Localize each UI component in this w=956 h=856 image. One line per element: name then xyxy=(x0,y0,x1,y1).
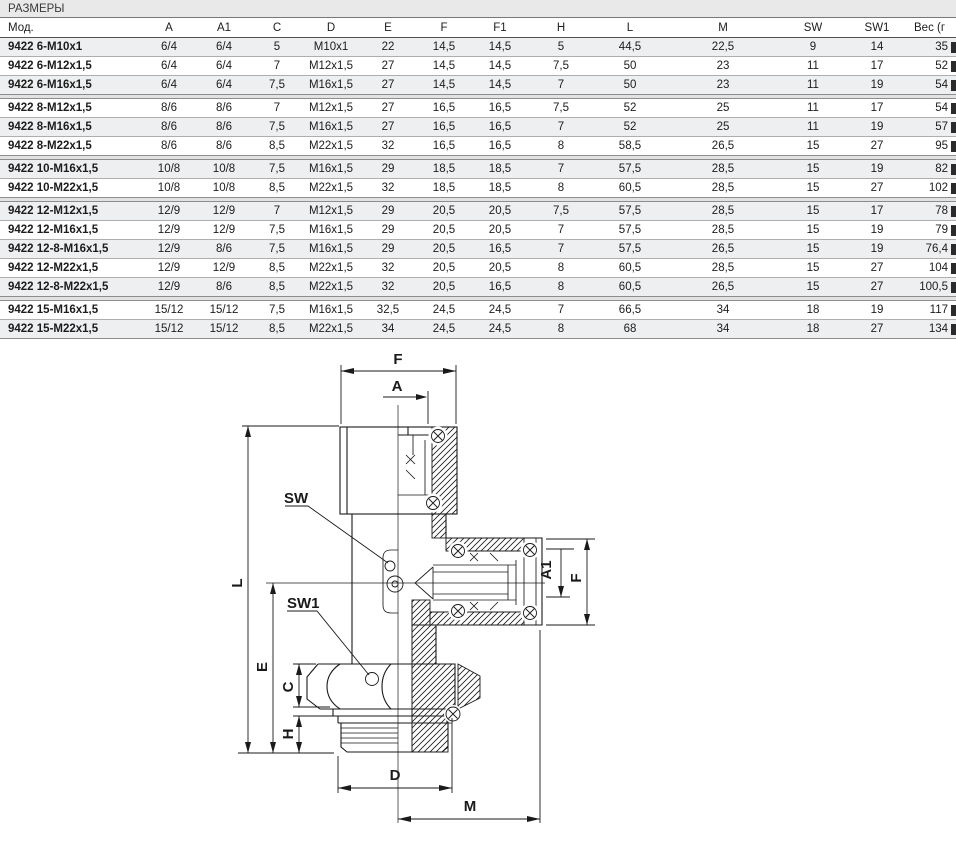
value-cell: 79 xyxy=(908,221,956,240)
value-cell: M16x1,5 xyxy=(302,118,360,137)
value-cell: 28,5 xyxy=(666,221,780,240)
value-cell: 26,5 xyxy=(666,240,780,259)
value-cell: 8 xyxy=(528,137,594,156)
value-cell: 7 xyxy=(528,301,594,320)
table-row xyxy=(0,301,956,320)
value-cell: 15 xyxy=(780,278,846,297)
value-cell: 60,5 xyxy=(594,179,666,198)
column-header-1: A xyxy=(142,19,196,38)
value-cell: 15 xyxy=(780,221,846,240)
model-cell: 9422 10-M16x1,5 xyxy=(0,160,142,179)
model-cell: 9422 6-M16x1,5 xyxy=(0,76,142,95)
value-cell: 29 xyxy=(360,240,416,259)
column-header-0: Мод. xyxy=(0,19,142,38)
value-cell: 7,5 xyxy=(252,118,302,137)
value-cell: 8,5 xyxy=(252,320,302,339)
dim-label-sw1: SW1 xyxy=(287,595,320,612)
dimensions-table xyxy=(0,19,956,339)
value-cell: M10x1 xyxy=(313,41,349,53)
value-cell: 15 xyxy=(780,137,846,156)
row-edge-mark xyxy=(951,164,956,175)
value-cell: 12/9 xyxy=(196,221,252,240)
dim-label-f-side: F xyxy=(568,573,585,583)
value-cell: 28,5 xyxy=(666,160,780,179)
value-cell: 8/6 xyxy=(142,137,196,156)
value-cell: M12x1,5 xyxy=(302,202,360,221)
value-cell: M22x1,5 xyxy=(302,259,360,278)
value-cell: 20,5 xyxy=(472,221,528,240)
value-cell: 7,5 xyxy=(528,202,594,221)
value-cell: 60,5 xyxy=(594,278,666,297)
value-cell: 15 xyxy=(780,179,846,198)
dim-label-d: D xyxy=(389,767,401,784)
leader-sw1 xyxy=(287,611,379,686)
value-cell: 20,5 xyxy=(472,202,528,221)
value-cell: 34 xyxy=(360,320,416,339)
value-cell: 29 xyxy=(360,202,416,221)
value-cell: 16,5 xyxy=(472,278,528,297)
model-cell: 9422 15-M22x1,5 xyxy=(0,320,142,339)
value-cell: 34 xyxy=(666,320,780,339)
table-row xyxy=(0,99,956,118)
value-cell: 8,5 xyxy=(252,278,302,297)
value-cell: 8/6 xyxy=(196,137,252,156)
value-cell: 7 xyxy=(252,202,302,221)
value-cell: 24,5 xyxy=(472,301,528,320)
value-cell: 8/6 xyxy=(196,240,252,259)
model-cell: 9422 8-M16x1,5 xyxy=(0,118,142,137)
table-row xyxy=(0,57,956,76)
value-cell: 19 xyxy=(846,221,908,240)
value-cell: 15/12 xyxy=(196,320,252,339)
value-cell: 32,5 xyxy=(360,301,416,320)
column-header-9: L xyxy=(594,19,666,38)
column-header-6: F xyxy=(416,19,472,38)
value-cell: 54 xyxy=(908,99,956,118)
value-cell: 27 xyxy=(846,179,908,198)
value-cell: 28,5 xyxy=(666,259,780,278)
value-cell: 66,5 xyxy=(594,301,666,320)
value-cell: 8/6 xyxy=(196,118,252,137)
value-cell: 15/12 xyxy=(142,301,196,320)
column-header-7: F1 xyxy=(472,19,528,38)
value-cell: 57,5 xyxy=(594,160,666,179)
value-cell: M22x1,5 xyxy=(302,137,360,156)
value-cell: M12x1,5 xyxy=(302,57,360,76)
dim-label-l: L xyxy=(229,578,246,588)
value-cell: 10/8 xyxy=(142,160,196,179)
model-cell: 9422 12-8-M16x1,5 xyxy=(0,240,142,259)
model-cell: 9422 6-M10x1 xyxy=(8,41,83,53)
row-edge-mark xyxy=(951,183,956,194)
value-cell: 50 xyxy=(594,76,666,95)
value-cell: 16,5 xyxy=(472,99,528,118)
value-cell: 24,5 xyxy=(472,320,528,339)
value-cell: 100,5 xyxy=(908,278,956,297)
row-edge-mark xyxy=(951,103,956,114)
value-cell: 78 xyxy=(908,202,956,221)
value-cell: 54 xyxy=(908,76,956,95)
value-cell: 18,5 xyxy=(416,179,472,198)
row-edge-mark xyxy=(951,244,956,255)
dim-label-f-top: F xyxy=(393,351,403,368)
value-cell: 8/6 xyxy=(196,99,252,118)
dim-label-e: E xyxy=(254,661,271,673)
value-cell: 27 xyxy=(846,259,908,278)
value-cell: 8 xyxy=(528,278,594,297)
value-cell: 7 xyxy=(528,118,594,137)
value-cell: 25 xyxy=(666,118,780,137)
value-cell: 14,5 xyxy=(416,57,472,76)
table-row xyxy=(0,202,956,221)
value-cell: 26,5 xyxy=(666,137,780,156)
column-header-8: H xyxy=(528,19,594,38)
value-cell: 16,5 xyxy=(472,118,528,137)
value-cell: 52 xyxy=(594,99,666,118)
value-cell: 18,5 xyxy=(472,179,528,198)
value-cell: 12/9 xyxy=(142,259,196,278)
model-cell: 9422 10-M22x1,5 xyxy=(0,179,142,198)
value-cell: 11 xyxy=(780,76,846,95)
model-cell: 9422 8-M22x1,5 xyxy=(0,137,142,156)
section-title-bar xyxy=(0,0,956,18)
value-cell: 7,5 xyxy=(528,99,594,118)
value-cell: 82 xyxy=(908,160,956,179)
value-cell: 15/12 xyxy=(142,320,196,339)
value-cell: 18,5 xyxy=(416,160,472,179)
value-cell: 11 xyxy=(780,99,846,118)
value-cell: 6/4 xyxy=(196,76,252,95)
model-cell: 9422 12-M22x1,5 xyxy=(0,259,142,278)
value-cell: 10/8 xyxy=(196,160,252,179)
table-row xyxy=(0,179,956,198)
value-cell: 23 xyxy=(666,76,780,95)
value-cell: M22x1,5 xyxy=(302,278,360,297)
row-edge-mark xyxy=(951,305,956,316)
value-cell: 23 xyxy=(666,57,780,76)
value-cell: 12/9 xyxy=(142,202,196,221)
value-cell: 16,5 xyxy=(472,240,528,259)
model-cell: 9422 12-M16x1,5 xyxy=(0,221,142,240)
value-cell: 18 xyxy=(780,320,846,339)
table-row xyxy=(0,137,956,156)
value-cell: 17 xyxy=(846,99,908,118)
value-cell: M12x1,5 xyxy=(302,99,360,118)
value-cell: 28,5 xyxy=(666,179,780,198)
value-cell: M16x1,5 xyxy=(302,76,360,95)
value-cell: 57,5 xyxy=(594,240,666,259)
value-cell: M16x1,5 xyxy=(302,160,360,179)
value-cell: 52 xyxy=(594,118,666,137)
value-cell: 29 xyxy=(360,221,416,240)
value-cell: 27 xyxy=(846,137,908,156)
value-cell: 15 xyxy=(780,259,846,278)
value-cell: 95 xyxy=(908,137,956,156)
table-row xyxy=(0,160,956,179)
value-cell: 44,5 xyxy=(618,41,642,53)
dim-label-c: C xyxy=(280,681,297,693)
value-cell: M22x1,5 xyxy=(302,320,360,339)
value-cell: 20,5 xyxy=(416,202,472,221)
value-cell: M22x1,5 xyxy=(302,179,360,198)
value-cell: 32 xyxy=(360,278,416,297)
column-header-13: Вес (г xyxy=(908,19,956,38)
value-cell: 104 xyxy=(908,259,956,278)
value-cell: 14 xyxy=(870,41,884,53)
value-cell: 12/9 xyxy=(196,202,252,221)
table-row xyxy=(0,221,956,240)
value-cell: 26,5 xyxy=(666,278,780,297)
model-cell: 9422 8-M12x1,5 xyxy=(0,99,142,118)
value-cell: 18 xyxy=(780,301,846,320)
section-hatch xyxy=(412,427,524,752)
value-cell: 20,5 xyxy=(416,259,472,278)
table-row xyxy=(0,118,956,137)
value-cell: 16,5 xyxy=(416,99,472,118)
dim-label-m: M xyxy=(463,798,477,815)
table-row xyxy=(0,278,956,297)
dim-label-sw: SW xyxy=(284,490,309,507)
value-cell: 14,5 xyxy=(488,41,512,53)
section-title: РАЗМЕРЫ xyxy=(8,3,65,15)
table-row xyxy=(0,259,956,278)
fitting-outline xyxy=(307,427,542,752)
column-header-5: E xyxy=(360,19,416,38)
column-header-2: A1 xyxy=(196,19,252,38)
value-cell: 6/4 xyxy=(161,41,177,53)
value-cell: 29 xyxy=(360,160,416,179)
value-cell: 22 xyxy=(381,41,395,53)
value-cell: 68 xyxy=(594,320,666,339)
value-cell: 28,5 xyxy=(666,202,780,221)
value-cell: 27 xyxy=(360,118,416,137)
value-cell: 8,5 xyxy=(252,137,302,156)
value-cell: 6/4 xyxy=(196,57,252,76)
value-cell: 32 xyxy=(360,259,416,278)
value-cell: 20,5 xyxy=(416,278,472,297)
value-cell: 14,5 xyxy=(416,76,472,95)
value-cell: 17 xyxy=(846,202,908,221)
o-ring-seals xyxy=(424,427,540,724)
value-cell: 7 xyxy=(528,221,594,240)
value-cell: 27 xyxy=(360,76,416,95)
value-cell: 8 xyxy=(528,179,594,198)
value-cell: 16,5 xyxy=(416,137,472,156)
value-cell: 7,5 xyxy=(252,301,302,320)
model-cell: 9422 15-M16x1,5 xyxy=(0,301,142,320)
fitting-inner-details xyxy=(341,435,536,752)
value-cell: 7 xyxy=(252,99,302,118)
value-cell: 19 xyxy=(846,76,908,95)
value-cell: 15 xyxy=(780,160,846,179)
value-cell: 27 xyxy=(360,99,416,118)
value-cell: 19 xyxy=(846,240,908,259)
value-cell: 7 xyxy=(528,76,594,95)
value-cell: 14,5 xyxy=(432,41,456,53)
value-cell: 6/4 xyxy=(216,41,232,53)
value-cell: 12/9 xyxy=(196,259,252,278)
column-header-12: SW1 xyxy=(846,19,908,38)
row-edge-mark xyxy=(951,42,956,53)
model-cell: 9422 6-M12x1,5 xyxy=(0,57,142,76)
value-cell: 7,5 xyxy=(252,76,302,95)
value-cell: 32 xyxy=(360,179,416,198)
value-cell: 10/8 xyxy=(196,179,252,198)
value-cell: 9 xyxy=(809,41,817,53)
column-header-10: M xyxy=(666,19,780,38)
value-cell: 15 xyxy=(780,240,846,259)
value-cell: 27 xyxy=(360,57,416,76)
row-edge-mark xyxy=(951,324,956,335)
value-cell: 20,5 xyxy=(472,259,528,278)
value-cell: 5 xyxy=(557,41,565,53)
value-cell: M16x1,5 xyxy=(302,221,360,240)
value-cell: M16x1,5 xyxy=(302,240,360,259)
value-cell: 7 xyxy=(528,240,594,259)
value-cell: 15/12 xyxy=(196,301,252,320)
value-cell: 7,5 xyxy=(528,57,594,76)
value-cell: 19 xyxy=(846,118,908,137)
value-cell: 19 xyxy=(846,160,908,179)
value-cell: 22,5 xyxy=(711,41,735,53)
table-row xyxy=(0,38,956,57)
row-edge-mark xyxy=(951,263,956,274)
value-cell: 6/4 xyxy=(142,76,196,95)
value-cell: 11 xyxy=(780,57,846,76)
model-cell: 9422 12-M12x1,5 xyxy=(0,202,142,221)
table-row xyxy=(0,76,956,95)
value-cell: 17 xyxy=(846,57,908,76)
value-cell: 8,5 xyxy=(252,179,302,198)
value-cell: 34 xyxy=(666,301,780,320)
row-edge-mark xyxy=(951,61,956,72)
value-cell: 10/8 xyxy=(142,179,196,198)
value-cell: 7,5 xyxy=(252,160,302,179)
value-cell: 11 xyxy=(780,118,846,137)
value-cell: 8 xyxy=(528,320,594,339)
value-cell: 57,5 xyxy=(594,221,666,240)
value-cell: 12/9 xyxy=(142,221,196,240)
table-row xyxy=(0,240,956,259)
column-header-11: SW xyxy=(780,19,846,38)
column-header-4: D xyxy=(302,19,360,38)
value-cell: 32 xyxy=(360,137,416,156)
value-cell: 57,5 xyxy=(594,202,666,221)
table-header-row xyxy=(0,19,956,38)
value-cell: 7 xyxy=(528,160,594,179)
value-cell: 15 xyxy=(780,202,846,221)
value-cell: 24,5 xyxy=(416,301,472,320)
value-cell: 16,5 xyxy=(416,118,472,137)
value-cell: 8,5 xyxy=(252,259,302,278)
row-edge-mark xyxy=(951,225,956,236)
value-cell: 14,5 xyxy=(472,57,528,76)
column-header-3: C xyxy=(252,19,302,38)
value-cell: 8/6 xyxy=(196,278,252,297)
center-lines xyxy=(266,405,545,823)
dim-label-h: H xyxy=(280,728,297,740)
value-cell: 7 xyxy=(252,57,302,76)
value-cell: 24,5 xyxy=(416,320,472,339)
dimension-lines xyxy=(238,365,595,823)
leader-sw xyxy=(285,506,403,592)
dim-label-a-top: A xyxy=(391,378,403,395)
value-cell: 19 xyxy=(846,301,908,320)
value-cell: 27 xyxy=(846,278,908,297)
dimension-arrows xyxy=(245,368,590,822)
value-cell: 5 xyxy=(273,41,281,53)
value-cell: 50 xyxy=(594,57,666,76)
dim-label-a1: A1 xyxy=(538,560,555,580)
row-edge-mark xyxy=(951,206,956,217)
row-edge-mark xyxy=(951,141,956,152)
value-cell: 7,5 xyxy=(252,240,302,259)
value-cell: 102 xyxy=(908,179,956,198)
value-cell: 12/9 xyxy=(142,240,196,259)
value-cell: 20,5 xyxy=(416,240,472,259)
value-cell: 8/6 xyxy=(142,99,196,118)
value-cell: 8/6 xyxy=(142,118,196,137)
table-row xyxy=(0,320,956,339)
value-cell: 6/4 xyxy=(142,57,196,76)
value-cell: 134 xyxy=(908,320,956,339)
value-cell: 76,4 xyxy=(908,240,956,259)
value-cell: 8 xyxy=(528,259,594,278)
value-cell: 52 xyxy=(908,57,956,76)
model-cell: 9422 12-8-M22x1,5 xyxy=(0,278,142,297)
value-cell: 14,5 xyxy=(472,76,528,95)
value-cell: 20,5 xyxy=(416,221,472,240)
value-cell: 18,5 xyxy=(472,160,528,179)
value-cell: 25 xyxy=(666,99,780,118)
value-cell: 7,5 xyxy=(252,221,302,240)
value-cell: 27 xyxy=(846,320,908,339)
value-cell: 57 xyxy=(908,118,956,137)
value-cell: 16,5 xyxy=(472,137,528,156)
row-edge-mark xyxy=(951,122,956,133)
value-cell: 60,5 xyxy=(594,259,666,278)
value-cell: 12/9 xyxy=(142,278,196,297)
value-cell: M16x1,5 xyxy=(302,301,360,320)
value-cell: 58,5 xyxy=(594,137,666,156)
value-cell: 117 xyxy=(908,301,956,320)
row-edge-mark xyxy=(951,282,956,293)
value-cell: 35 xyxy=(935,41,948,53)
row-edge-mark xyxy=(951,80,956,91)
